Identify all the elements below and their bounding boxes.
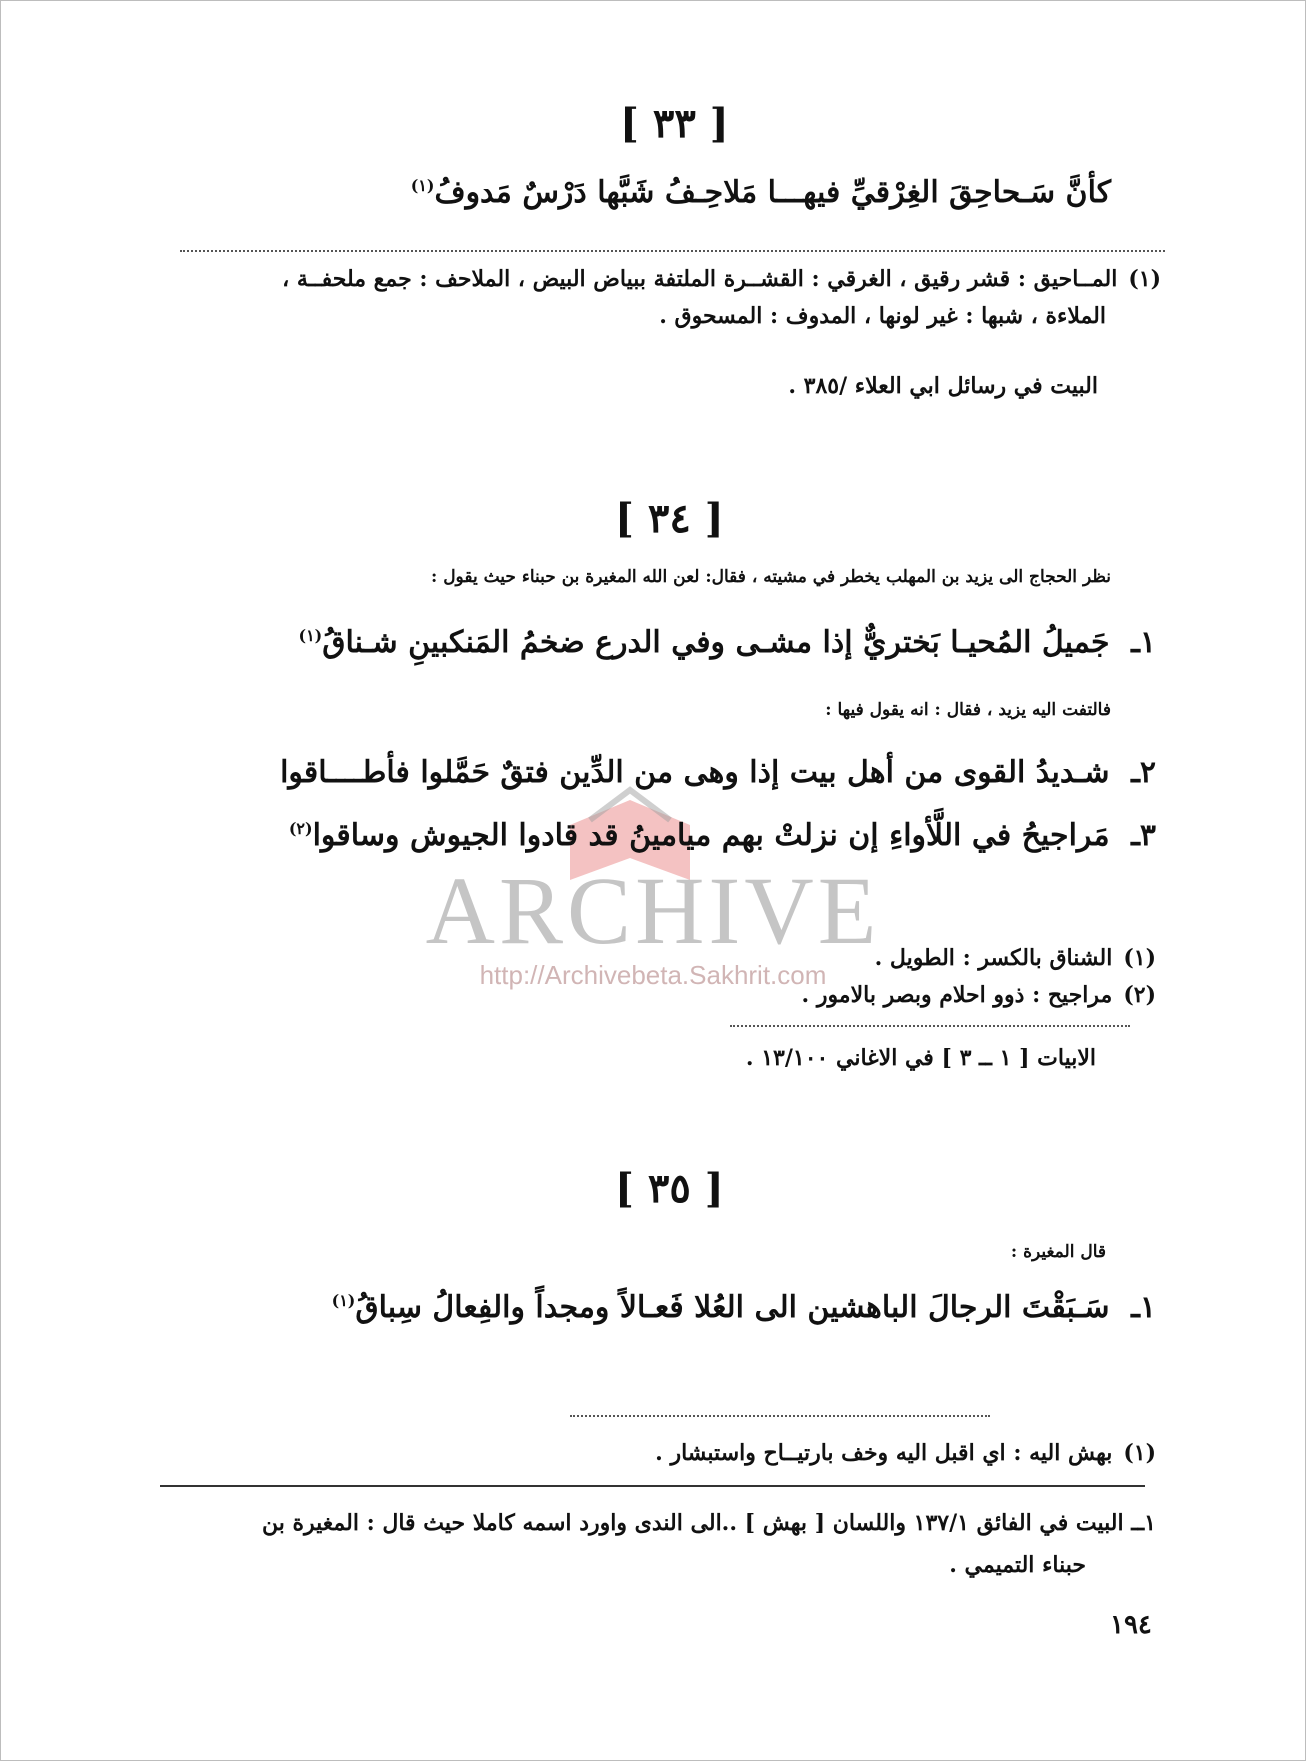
section-35-source-line-1 bbox=[262, 1510, 1156, 1536]
section-34-source: الابيات [ ١ ــ ٣ ] في الاغاني ١٣/١٠٠ . bbox=[745, 1045, 1096, 1071]
footnote-text: بهش اليه : اي اقبل اليه وخف بارتيــاح واستبشار . bbox=[655, 1440, 1113, 1466]
section-35-footnote-1 bbox=[655, 1440, 1156, 1466]
section-34-verse-2 bbox=[280, 755, 1156, 790]
verse-text: مَراجيحُ في اللَّأواءِ إن نزلتْ بهم ميامينُ قد قادوا الجيوش وساقوا bbox=[312, 818, 1110, 853]
section-35-intro: قال المغيرة : bbox=[1010, 1242, 1106, 1262]
verse-text: كأنَّ سَـحاحِقَ الغِرْقيِّ فيهـــا مَلاحِـفُ شَبَّها دَرْسٌ مَدوفُ bbox=[434, 175, 1111, 210]
verse-number: ١ـ bbox=[1131, 625, 1156, 660]
section-34-footnote-2 bbox=[802, 982, 1157, 1008]
verse-number: ٣ـ bbox=[1131, 818, 1156, 853]
verse-text: سَـبَقْتَ الرجالَ الباهشين الى العُلا فَعـالاً ومجداً والفِعالُ سِباقُ bbox=[355, 1290, 1110, 1325]
section-34-verse-1 bbox=[298, 625, 1156, 660]
verse-text: جَميلُ المُحيـا بَختريٌّ إذا مشـى وفي الدرع ضخمُ المَنكبينِ شـناقُ bbox=[322, 625, 1110, 660]
footnote-number: (٢) bbox=[1123, 982, 1156, 1008]
footnote-text: مراجيح : ذوو احلام وبصر بالامور . bbox=[801, 982, 1113, 1008]
section-35-source-line-2: حبناء التميمي . bbox=[949, 1552, 1086, 1578]
footnote-number: (١) bbox=[1123, 945, 1156, 971]
source-number: ١ــ bbox=[1131, 1510, 1156, 1536]
footnote-text: المــاحيق : قشر رقيق ، الغرقي : القشــرة الملتفة ببياض البيض ، الملاحف : جمع ملحفــة ، bbox=[282, 266, 1118, 292]
footnote-mark: (١) bbox=[298, 626, 323, 645]
section-33-verse bbox=[411, 175, 1111, 210]
verse-number: ١ـ bbox=[1131, 1290, 1156, 1325]
page-number: ١٩٤ bbox=[1110, 1610, 1152, 1640]
section-34-footnote-1 bbox=[875, 945, 1156, 971]
footnote-separator bbox=[570, 1415, 990, 1417]
section-34-intro-2: فالتفت اليه يزيد ، فقال : انه يقول فيها : bbox=[825, 700, 1111, 720]
footnote-mark: (١) bbox=[410, 176, 435, 195]
verse-text: شـديدُ القوى من أهل بيت إذا وهى من الدِّين فتقٌ حَمَّلوا فأطــــاقوا bbox=[280, 755, 1110, 790]
footnote-number: (١) bbox=[1123, 1440, 1156, 1466]
section-33-footnote-line-2: الملاءة ، شبها : غير لونها ، المدوف : المسحوق . bbox=[659, 303, 1106, 329]
section-34-heading: [ ٣٤ ] bbox=[615, 495, 724, 542]
section-34-intro: نظر الحجاج الى يزيد بن المهلب يخطر في مشيته ، فقال: لعن الله المغيرة بن حبناء حيث يقول : bbox=[431, 567, 1111, 587]
watermark-title: ARCHIVE bbox=[425, 857, 881, 964]
section-35-heading: [ ٣٥ ] bbox=[615, 1165, 724, 1212]
section-35-verse-1 bbox=[332, 1290, 1156, 1325]
footnote-separator bbox=[180, 250, 1165, 252]
section-33-footnote-line-1 bbox=[282, 266, 1161, 292]
verse-number: ٢ـ bbox=[1131, 755, 1156, 790]
footnote-text: الشناق بالكسر : الطويل . bbox=[874, 945, 1113, 971]
section-33-source: البيت في رسائل ابي العلاء /٣٨٥ . bbox=[788, 373, 1098, 399]
source-text: البيت في الفائق ١٣٧/١ واللسان [ بهش ] ..الى الندى واورد اسمه كاملا حيث قال : المغيرة بن bbox=[261, 1510, 1124, 1536]
footnote-mark: (١) bbox=[331, 1291, 356, 1310]
footnote-separator bbox=[730, 1025, 1130, 1027]
section-34-verse-3 bbox=[289, 818, 1156, 853]
section-33-heading: [ ٣٣ ] bbox=[620, 100, 729, 147]
section-separator bbox=[160, 1485, 1145, 1487]
footnote-mark: (٢) bbox=[288, 819, 313, 838]
watermark-url: http://Archivebeta.Sakhrit.com bbox=[479, 960, 827, 990]
footnote-number: (١) bbox=[1128, 266, 1161, 292]
